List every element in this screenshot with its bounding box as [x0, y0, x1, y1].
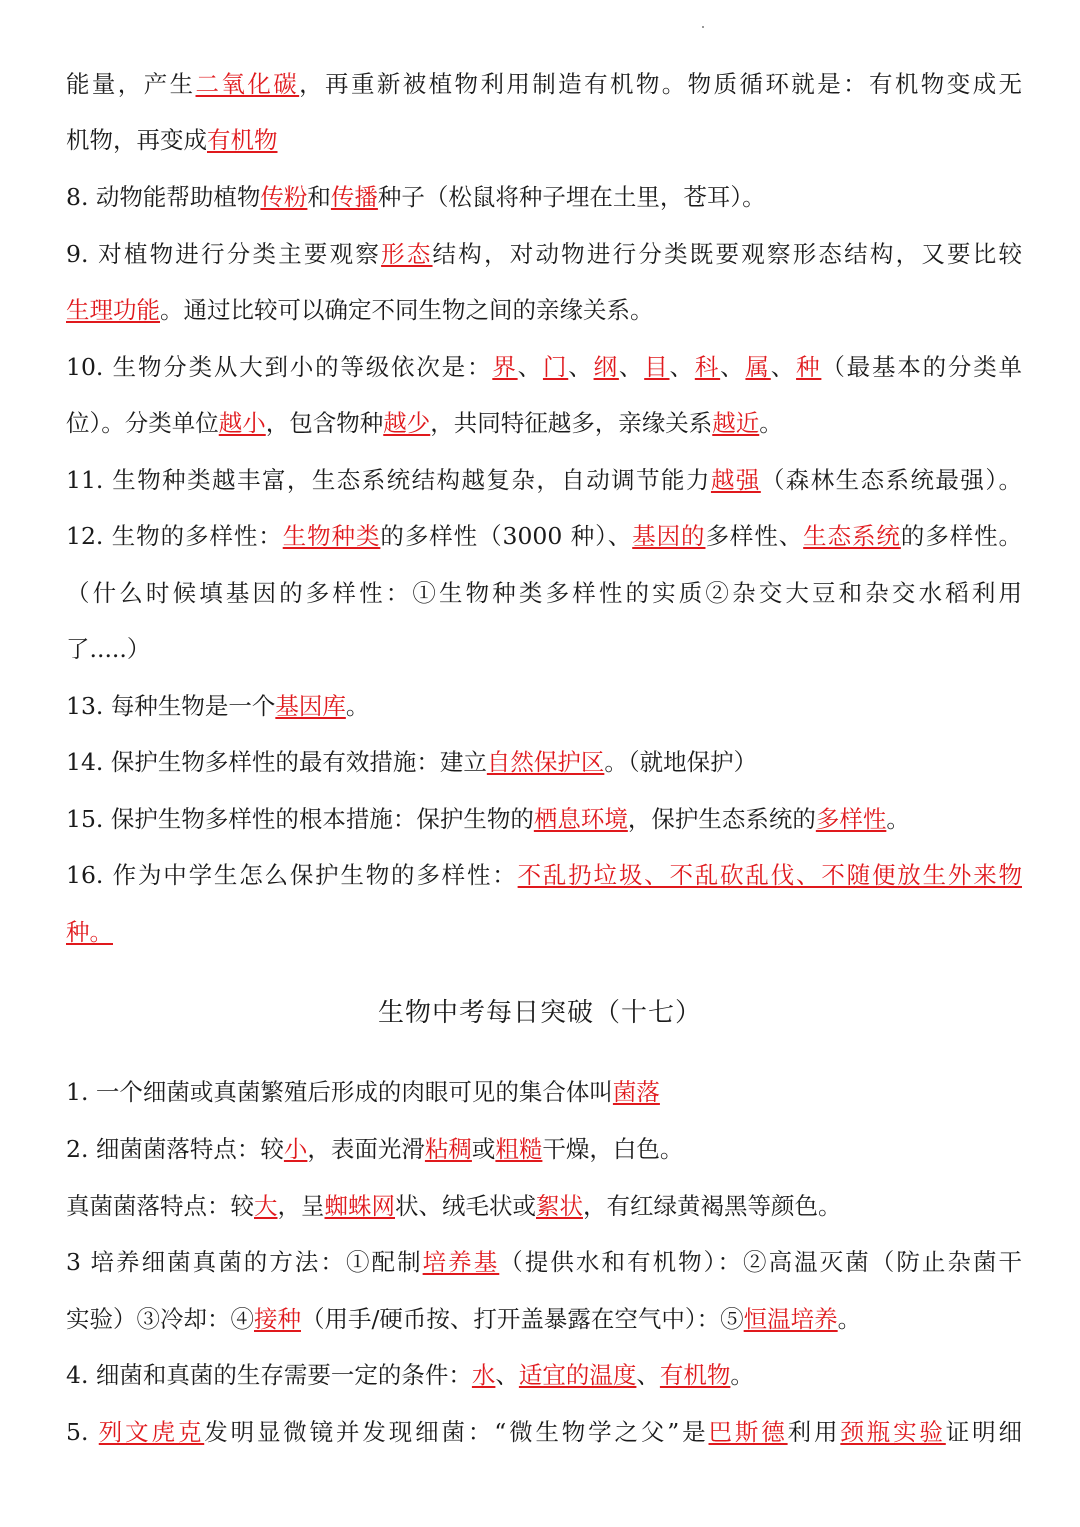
text-segment: ，包含物种	[265, 409, 384, 437]
answer-keyword: 传粉	[260, 183, 308, 211]
text-segment: 12. 生物的多样性：	[66, 522, 283, 550]
text-segment: 的多样性。	[900, 522, 1022, 550]
text-segment: ，表面光滑	[307, 1135, 425, 1163]
text-line	[66, 1359, 1022, 1391]
text-segment: ，共同特征越多，亲缘关系	[430, 409, 713, 437]
answer-keyword: 多样性	[815, 805, 887, 833]
text-line	[66, 1076, 1022, 1108]
text-segment: 8. 动物能帮助植物	[66, 183, 261, 211]
text-segment: 或	[471, 1135, 496, 1163]
text-line	[66, 916, 1022, 948]
text-line	[66, 68, 1022, 100]
text-segment: 、	[568, 353, 594, 381]
text-segment: 的多样性（3000 种）、	[380, 522, 633, 550]
text-segment: 、	[495, 1361, 519, 1389]
text-line	[66, 124, 1022, 156]
answer-keyword: 传播	[330, 183, 378, 211]
text-segment: 发明显微镜并发现细菌：“微生物学之父”是	[204, 1418, 709, 1446]
answer-keyword: 不乱扔垃圾、不乱砍乱伐、不随便放生外来物	[517, 861, 1022, 889]
text-segment: 状、绒毛状或	[395, 1192, 536, 1220]
answer-keyword: 菌落	[612, 1078, 660, 1106]
text-segment: 。	[759, 409, 783, 437]
answer-keyword: 基因库	[275, 692, 346, 720]
text-segment: 了.....）	[66, 635, 151, 663]
text-segment: 干燥，白色。	[542, 1135, 684, 1163]
text-segment: 14. 保护生物多样性的最有效措施：建立	[66, 748, 487, 776]
text-segment: 证明细	[945, 1418, 1022, 1446]
answer-keyword: 接种	[254, 1305, 301, 1333]
answer-keyword: 界	[492, 353, 518, 381]
text-segment: 、	[669, 353, 695, 381]
answer-keyword: 二氧化碳	[195, 70, 300, 98]
text-line	[66, 803, 1022, 835]
text-line	[66, 746, 1022, 778]
text-segment: 种子（松鼠将种子埋在土里，苍耳）。	[377, 183, 766, 211]
text-line	[66, 181, 1022, 213]
answer-keyword: 颈瓶实验	[840, 1418, 946, 1446]
answer-keyword: 巴斯德	[708, 1418, 788, 1446]
text-segment: （最基本的分类单	[821, 353, 1022, 381]
text-segment: 、	[636, 1361, 660, 1389]
text-segment: 利用	[787, 1418, 841, 1446]
answer-keyword: 水	[471, 1361, 496, 1389]
text-segment: 、	[770, 353, 797, 381]
answer-keyword: 越小	[218, 409, 266, 437]
text-segment: 。	[730, 1361, 754, 1389]
text-line	[66, 690, 1022, 722]
text-segment: 能量，产生	[66, 70, 196, 98]
text-segment: 11. 生物种类越丰富，生态系统结构越复杂，自动调节能力	[66, 466, 711, 494]
text-line	[66, 1303, 1022, 1335]
text-segment: 。通过比较可以确定不同生物之间的亲缘关系。	[160, 296, 654, 324]
text-segment: （提供水和有机物）：②高温灭菌（防止杂菌干	[499, 1248, 1022, 1276]
answer-keyword: 生物种类	[282, 522, 381, 550]
answer-keyword: 种。	[66, 918, 113, 946]
answer-keyword: 培养基	[422, 1248, 500, 1276]
text-segment: 、	[720, 353, 746, 381]
answer-keyword: 门	[542, 353, 569, 381]
answer-keyword: 蜘蛛网	[324, 1192, 395, 1220]
text-segment: 。	[837, 1305, 862, 1333]
text-segment: 。（就地保护）	[604, 748, 758, 776]
answer-keyword: 有机物	[659, 1361, 731, 1389]
answer-keyword: 恒温培养	[743, 1305, 838, 1333]
text-segment: 3 培养细菌真菌的方法：①配制	[66, 1248, 423, 1276]
text-line	[66, 1246, 1022, 1278]
text-line	[66, 633, 1022, 665]
scan-speck	[702, 26, 704, 28]
answer-keyword: 纲	[593, 353, 619, 381]
answer-keyword: 基因的	[632, 522, 706, 550]
answer-keyword: 越强	[710, 466, 761, 494]
text-segment: 。	[345, 692, 370, 720]
answer-keyword: 絮状	[536, 1192, 583, 1220]
section-title: 生物中考每日突破（十七）	[377, 998, 702, 1028]
text-segment: 2. 细菌菌落特点：较	[66, 1135, 284, 1163]
text-segment: ，呈	[277, 1192, 325, 1220]
text-line	[66, 238, 1022, 270]
answer-keyword: 科	[694, 353, 721, 381]
text-line	[66, 464, 1022, 496]
answer-keyword: 属	[745, 353, 771, 381]
text-segment: ，有红绿黄褐黑等颜色。	[583, 1192, 842, 1220]
text-line	[66, 407, 1022, 439]
text-line	[66, 577, 1022, 609]
answer-keyword: 生理功能	[66, 296, 160, 324]
text-segment: 1. 一个细菌或真菌繁殖后形成的肉眼可见的集合体叫	[66, 1078, 613, 1106]
text-segment: 15. 保护生物多样性的根本措施：保护生物的	[66, 805, 534, 833]
text-segment: 9. 对植物进行分类主要观察	[66, 240, 382, 268]
answer-keyword: 种	[796, 353, 822, 381]
answer-keyword: 粗糙	[495, 1135, 543, 1163]
text-line	[66, 351, 1022, 383]
text-segment: 5.	[66, 1418, 99, 1446]
text-segment: （用手/硬币按、打开盖暴露在空气中）：⑤	[301, 1305, 744, 1333]
text-segment: 10. 生物分类从大到小的等级依次是：	[66, 353, 493, 381]
text-segment: 16. 作为中学生怎么保护生物的多样性：	[66, 861, 518, 889]
text-segment: 机物，再变成	[66, 126, 207, 154]
text-line	[66, 859, 1022, 891]
answer-keyword: 适宜的温度	[518, 1361, 637, 1389]
answer-keyword: 越少	[383, 409, 431, 437]
text-segment: 真菌菌落特点：较	[66, 1192, 254, 1220]
text-segment: 。	[886, 805, 910, 833]
text-line	[66, 294, 1022, 326]
text-segment: ，再重新被植物利用制造有机物。物质循环就是：有机物变成无	[299, 70, 1022, 98]
text-segment: （森林生态系统最强）。	[760, 466, 1022, 494]
text-line	[66, 1416, 1022, 1448]
text-segment: 、	[618, 353, 645, 381]
answer-keyword: 自然保护区	[486, 748, 605, 776]
answer-keyword: 列文虎克	[98, 1418, 205, 1446]
answer-keyword: 有机物	[207, 126, 278, 154]
answer-keyword: 大	[254, 1192, 278, 1220]
text-line	[66, 1190, 1022, 1222]
answer-keyword: 栖息环境	[533, 805, 628, 833]
text-segment: 实验）③冷却：④	[66, 1305, 254, 1333]
text-segment: 位）。分类单位	[66, 409, 219, 437]
text-segment: 多样性、	[705, 522, 804, 550]
answer-keyword: 生态系统	[803, 522, 901, 550]
text-segment: ，保护生态系统的	[627, 805, 816, 833]
answer-keyword: 形态	[381, 240, 433, 268]
answer-keyword: 粘稠	[424, 1135, 472, 1163]
text-segment: 结构，对动物进行分类既要观察形态结构，又要比较	[432, 240, 1022, 268]
answer-keyword: 目	[644, 353, 670, 381]
text-line	[66, 520, 1022, 552]
text-segment: 4. 细菌和真菌的生存需要一定的条件：	[66, 1361, 472, 1389]
text-segment: 和	[307, 183, 331, 211]
text-segment: 13. 每种生物是一个	[66, 692, 276, 720]
answer-keyword: 越近	[712, 409, 760, 437]
text-segment: 、	[517, 353, 543, 381]
answer-keyword: 小	[283, 1135, 308, 1163]
text-line	[66, 1133, 1022, 1165]
text-segment: （什么时候填基因的多样性：①生物种类多样性的实质②杂交大豆和杂交水稻利用	[66, 579, 1022, 607]
